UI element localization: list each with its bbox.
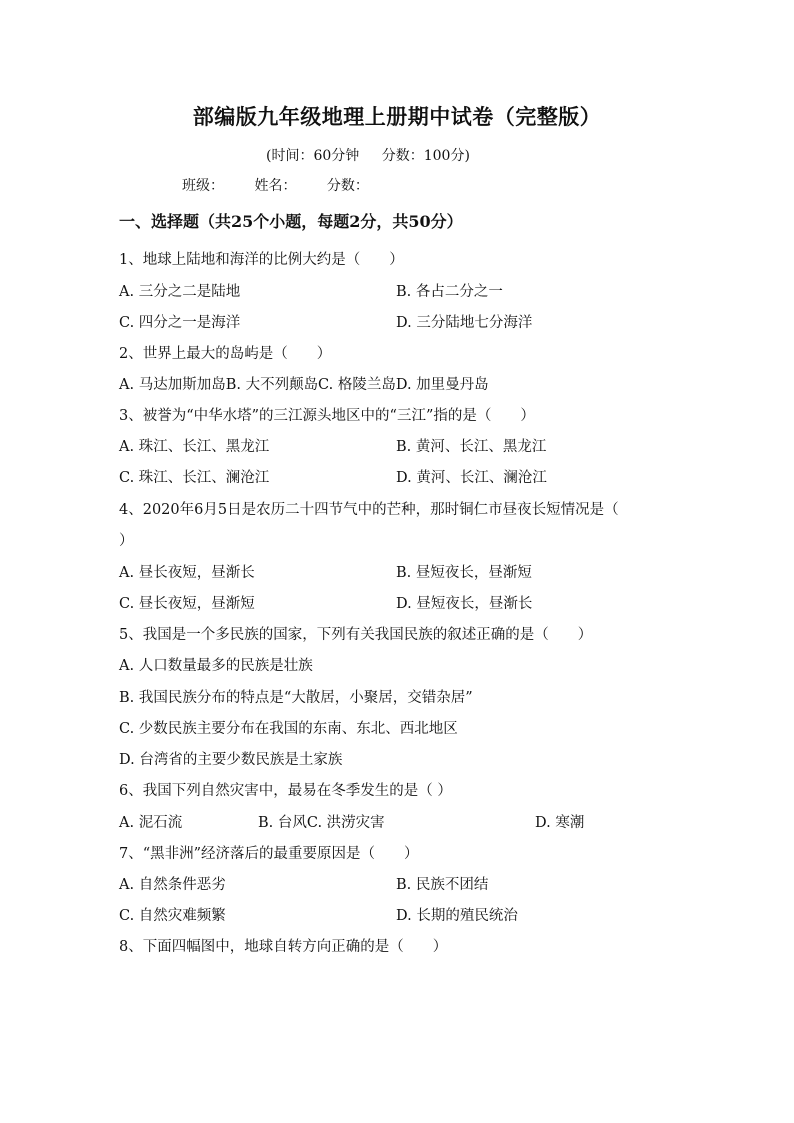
option-c: C. 少数民族主要分布在我国的东南、东北、西北地区 [119,721,458,737]
question-stem: 4、2020年6月5日是农历二十四节气中的芒种，那时铜仁市昼夜长短情况是（ [119,502,619,518]
option-b: B. 黄河、长江、黑龙江 [396,439,547,455]
question-stem: 7、“黑非洲”经济落后的最重要原因是（ ） [119,846,419,862]
option-d: D. 台湾省的主要少数民族是土家族 [119,752,343,768]
score-info: 分数：100分) [381,148,470,164]
option-c: C. 自然灾难频繁 [119,908,226,924]
option-c: C. 珠江、长江、澜沧江 [119,470,270,486]
option-a: A. 人口数量最多的民族是壮族 [119,658,313,674]
question-stem: 1、地球上陆地和海洋的比例大约是（ ） [119,252,404,268]
option-a: A. 自然条件恶劣 [119,877,226,893]
question-stem: 6、我国下列自然灾害中，最易在冬季发生的是（ ） [119,783,452,799]
option-a: A. 三分之二是陆地 [119,284,241,300]
option-b: B. 民族不团结 [396,877,489,893]
question-stem: 8、下面四幅图中，地球自转方向正确的是（ ） [119,939,448,955]
exam-info [266,145,488,165]
options-inline: A. 马达加斯加岛B. 大不列颠岛C. 格陵兰岛D. 加里曼丹岛 [119,377,489,393]
page-title: 部编版九年级地理上册期中试卷（完整版） [192,104,602,129]
question-stem-continued: ） [119,533,134,549]
option-d: D. 长期的殖民统治 [396,908,518,924]
option-a: A. 昼长夜短，昼渐长 [119,565,255,581]
option-a: A. 泥石流 [119,815,183,831]
option-d: D. 黄河、长江、澜沧江 [396,470,547,486]
question-stem: 2、世界上最大的岛屿是（ ） [119,346,332,362]
name-label: 姓名： [254,178,297,194]
question-stem: 3、被誉为“中华水塔”的三江源头地区中的“三江”指的是（ ） [119,408,535,424]
student-info-line [182,175,395,195]
option-a: A. 珠江、长江、黑龙江 [119,439,270,455]
option-c: C. 昼长夜短，昼渐短 [119,596,255,612]
class-label: 班级： [182,178,224,194]
time-info: (时间：60分钟 [266,148,360,164]
option-d: D. 寒潮 [535,815,585,831]
option-b: B. 我国民族分布的特点是“大散居，小聚居，交错杂居” [119,690,473,706]
option-c: C. 四分之一是海洋 [119,315,241,331]
option-b: B. 昼短夜长，昼渐短 [396,565,532,581]
option-d: D. 三分陆地七分海洋 [396,315,533,331]
option-b: B. 各占二分之一 [396,284,503,300]
score-label: 分数： [326,178,369,194]
option-d: D. 昼短夜长，昼渐长 [396,596,533,612]
section-heading: 一、选择题（共25个小题，每题2分，共50分） [119,212,463,231]
question-stem: 5、我国是一个多民族的国家，下列有关我国民族的叙述正确的是（ ） [119,627,593,643]
option-bc: B. 台风C. 洪涝灾害 [258,815,385,831]
